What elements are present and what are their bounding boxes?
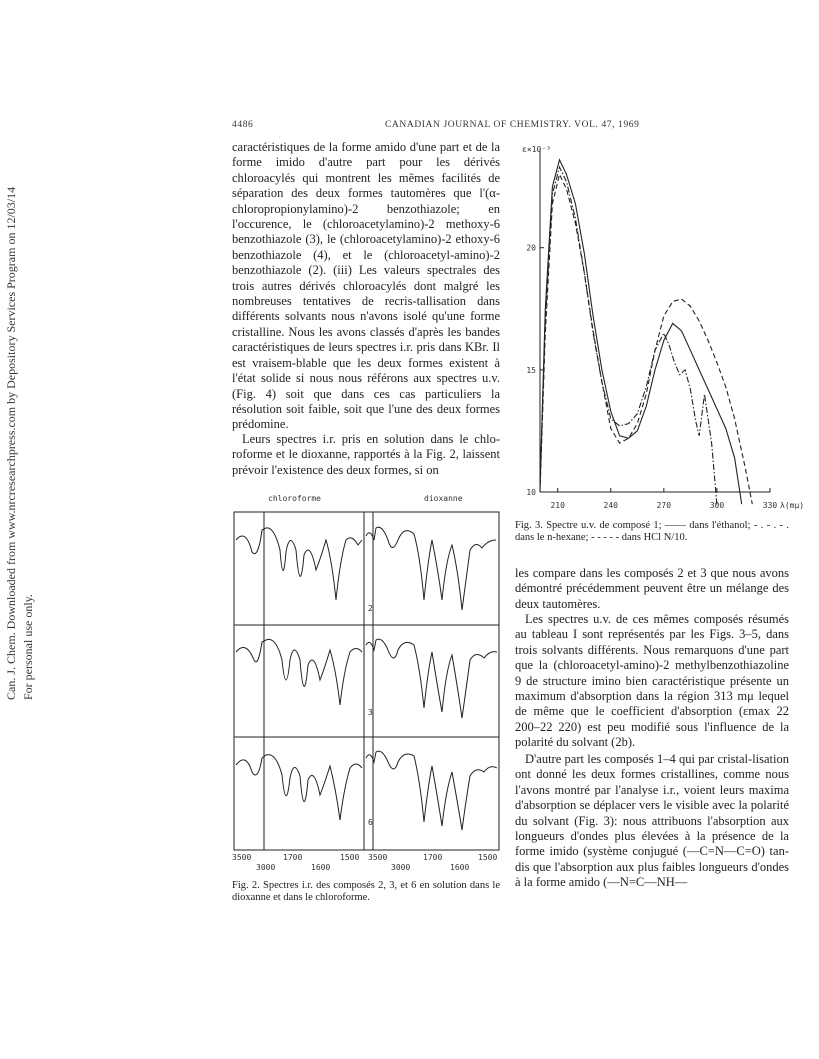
fig3-ylabel: ε×10⁻³ [522, 145, 551, 154]
fig2-panel-label-2: 2 [368, 604, 373, 613]
fig2-xtick-1700-right: 1700 [423, 853, 443, 862]
fig2-xtick-3500-right: 3500 [368, 853, 388, 862]
fig3-ytick-label-10: 10 [526, 488, 536, 497]
fig3-ytick-label-20: 20 [526, 243, 536, 253]
fig3-xtick-label-240: 240 [603, 501, 618, 510]
fig2-label-dioxanne: dioxanne [424, 494, 463, 503]
fig2-label-chloroforme: chloroforme [268, 494, 321, 503]
left-paragraph-2: Leurs spectres i.r. pris en solution dans le chlo-roforme et le dioxanne, rapportés à la Fig. 2, laissent prévoir l'existence des deux formes, si on [232, 432, 500, 477]
fig2-xtick-1600-right: 1600 [450, 863, 470, 872]
fig2-xtick-3000-right: 3000 [391, 863, 411, 872]
right-paragraph-1: les compare dans les composés 2 et 3 que nous avons démontré précédemment peuvent être un mélange des deux tautomères. [515, 566, 789, 611]
fig2-xtick-1600-left: 1600 [311, 863, 331, 872]
fig3-xtick-label-300: 300 [709, 501, 725, 510]
fig3-series-solid [540, 160, 742, 504]
fig3-xtick-label-330: 330 [762, 501, 778, 510]
download-notice-line1: Can. J. Chem. Downloaded from www.nrcresearchpress.com by Depository Services Program on 12/03/14 [4, 186, 18, 700]
right-paragraph-2: Les spectres u.v. de ces mêmes composés résumés au tableau I sont représentés par les Figs. 3–5, dans trois solvants différents. Nous remarquons d'une part que la (chloroacetyl-amino)-2 methylbenzothiazoline 9 de structure imino bien caractéristique présente un maximum d'absorption dans la région 313 mμ lequel de même que le coefficient d'absorption (εmax 22 200–22 220) est peu modifié sous l'influence de la polarité du solvant (2b). [515, 612, 789, 750]
fig2-xtick-1500-right: 1500 [478, 853, 498, 862]
fig2-caption: Fig. 2. Spectres i.r. des composés 2, 3, et 6 en solution dans le dioxanne et dans le chloroforme. [232, 880, 500, 903]
fig3-xtick-label-270: 270 [656, 501, 672, 510]
page-number: 4486 [232, 120, 254, 130]
fig2-panel-label-3: 3 [368, 708, 373, 717]
fig2-xtick-1700-left: 1700 [283, 853, 303, 862]
fig2-xtick-3000-left: 3000 [256, 863, 276, 872]
fig2-panel-label-6: 6 [368, 818, 373, 827]
right-paragraph-3: D'autre part les composés 1–4 qui par cristal-lisation ont donné les deux formes cristallines, comme nous l'avons montré par l'analyse i.r., voient leurs maxima d'absorption se déplacer vers le visible avec la polarité du solvant (Fig. 3): nous attribuons l'absorption aux longueurs d'ondes plus élevées à la présence de la forme imido (système conjugué (—C=N—C=O) tan-dis que l'absorption aux plus faibles longueurs d'ondes à la forme amido (—N=C—NH— [515, 752, 789, 890]
fig3-caption: Fig. 3. Spectre u.v. de composé 1; —— dans l'éthanol; - . - . - . dans le n-hexane; - - - - - dans HCl N/10. [515, 520, 789, 543]
fig2-xtick-1500-left: 1500 [340, 853, 360, 862]
left-paragraph-1: caractéristiques de la forme amido d'une part et de la forme imido d'autre part pour les dérivés chloroacylés qui montrent les mêmes facilités de séparation des deux formes tautomères que l'(α-chloropropionylamino)-2 benzothiazole; en l'occurence, le (chloroacetylamino)-2 methoxy-6 benzothiazole (3), le (chloroacetylamino)-2 ethoxy-6 benzothiazole (4), et le (chloroacetyl-amino)-2 benzothiazole (2). (iii) Les valeurs spectrales des trois autres dérivés chloroacylés dont malgré les nombreuses tentatives de recris-tallisation dans différents solvants nous n'avons isolé qu'une forme cristalline. Nous les avons classés d'après les bandes caractéristiques de leurs spectres i.r. pris dans KBr. Il est vraisem-blable que les deux formes existent à l'état solide si nous nous référons aux spectres u.v. (Fig. 4) soit que dans ces cas particuliers la résolution soit faible, soit que l'une des deux formes prédomine. [232, 140, 500, 432]
fig3-xtick-label-210: 210 [550, 501, 565, 510]
download-notice-line2: For personal use only. [21, 594, 35, 700]
fig2-xtick-3500-left: 3500 [232, 853, 252, 862]
fig3-ytick-label-15: 15 [526, 365, 536, 375]
journal-title: CANADIAN JOURNAL OF CHEMISTRY. VOL. 47, 1969 [385, 120, 640, 130]
fig3-series-dashed [540, 174, 752, 504]
fig3-series-dash-dot [540, 167, 717, 504]
fig3-xlabel: λ(mμ) [780, 501, 805, 510]
